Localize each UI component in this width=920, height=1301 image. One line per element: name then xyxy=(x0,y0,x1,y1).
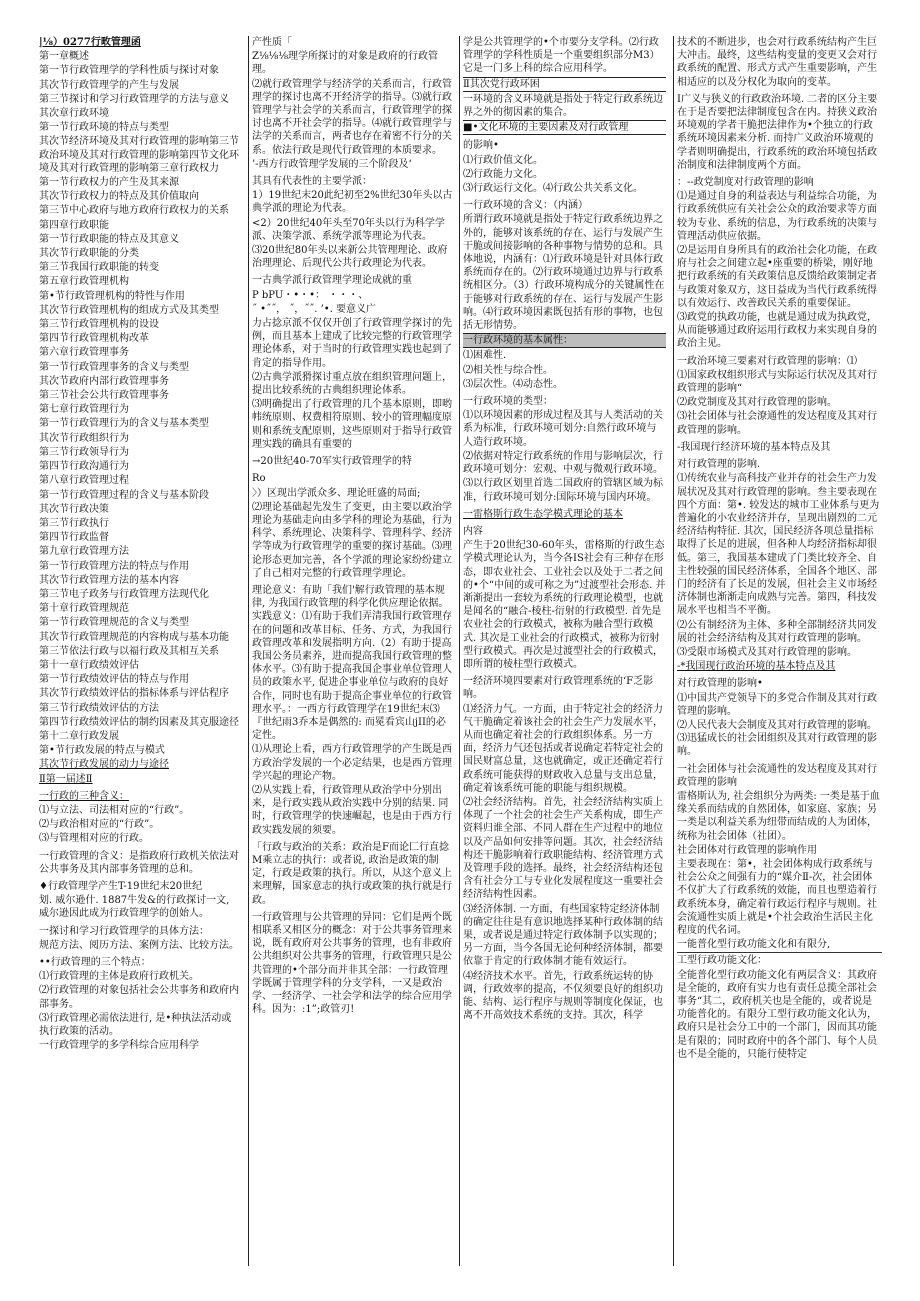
column-1 xyxy=(36,36,244,1266)
text-line: ■•文化环境的主要因素及对行政管理 xyxy=(463,120,666,135)
text-line: 其次节行政管理方法的基本内容 xyxy=(39,574,179,586)
text-line: |⅛）0277行畋管理函 xyxy=(39,37,141,48)
text-line: ⑵从实践上看，行政管理从政治学中分别出来，是行政实践从政治实践中分别的结果. 同时，行政管理学的快速崛起，也是由于西方行政实践发展的须要。 xyxy=(252,784,452,836)
text-line: 第一节行政管理规范的含义与类型 xyxy=(39,617,189,629)
text-line: 其次节行政组织行为 xyxy=(39,432,129,444)
text-line: 其次章行政环境 xyxy=(39,108,109,120)
text-line: 一行政管理与公共管理的异同：它们是两个既相联系又相区分的概念：对于公共事务管理来说，既有政府对公共事务的管理，也有非政府公共组织对公共事务的管理，行政管理只是公共管理的•个部分而并非其全部：一行政管理学既属于管理学科的分支学科，一又是政治学、一经济学、一社会学和法学的综合应用学科。因为：:1”;政管刃! xyxy=(252,911,452,1016)
text-line: 「行政与政治的关系：政治是F而论匚行直捻M乘立志的执行：或者说, 政治是政策的制定，行政是政策的执行。所以，从这个意义上来理解，国家意志的执行或政策的执行就是行政。 xyxy=(252,841,452,906)
text-line: 一行政管理学的多学科综合应用科学 xyxy=(39,1040,199,1052)
text-line: 一行政管理的含义：是指政府行政机关依法对公共事务及其内部事务管理的总和。 xyxy=(39,850,239,875)
text-line: 其次节行政权力的特点及其价值取向 xyxy=(39,191,199,203)
text-line: 理论意义：有助「我们'解行政管理的基本规律, 为我国行政管理的科学化供应理论依据。实践意义：⑴有助于我们弄清我国行政管理存在的问题和改革目标、任务、方式，为我国行政管理改革和发展指明方向.（2）有助于提高我国公务员素养，进而提高我国行政管理的整体水平。⑶有助于提高我国企事业单位管理人员的政策水平, 促进企事业单位与政府的良好合作，同时也有助于提高企事业单位的行政管理水平。：一西方行政管理学在19世纪末⑶『世纪雨3乔本是偶然的: 而冕看宾山jII的必定性。 xyxy=(252,584,452,742)
text-line: ⑵古典学派猾探讨重点放在组织管理问题上，提出比较系统的古典组织理论体系。 xyxy=(252,371,452,397)
text-line: ⑶社会团体与社会潦通性的发达程度及其对行政管理的影响。 xyxy=(677,411,877,436)
text-line: ⑶经济体制. 一方面，有些国家特定经济体制的确定往往是有意识地选择某种行政体制的结果，或者说是通过特定行政体制予以实现的；另一方面，当今各国无论何种经济体制，都要依靠于肯定的行政体制才能有效运行。 xyxy=(463,903,663,968)
text-line: 一雷格斯行政生态学模式理论的基本 xyxy=(463,508,623,520)
text-line: 第十一章行政绩效评估 xyxy=(39,659,139,671)
text-line: 第三节行政执行 xyxy=(39,517,109,529)
text-line: 内容 xyxy=(463,525,483,537)
text-line: 第一节行政职能的特点及其意义 xyxy=(39,233,179,245)
text-line: ⑴行政管理的主体是政府行政机关。 xyxy=(39,971,199,983)
text-line: ⑴国家政权组织形式与实际运行状况及其对行政管理的影响“ xyxy=(677,369,877,395)
text-line: 第•节行政发展的特点与模式 xyxy=(39,745,165,757)
text-line: 所谓行政环境就是指处于特定行政系统边界之外的，能够对该系统的存在、运行与发展产生干脆或间接影响的各种事物与情势的总和。具体地说，内涵有：⑴行政环境是针对具体行政系统而存在的。⑵行政环境通过边界与行政系统相区分。（3）行政环境构成分的关键属性在于能够对行政系统的存在、运行与发展产生影响。⑷行政环境因素既包括有形的事物，也包括无形情势。 xyxy=(463,214,665,332)
text-line: 第九章行政管理方法 xyxy=(39,546,129,558)
text-line: 产生于20世纪30-60年头，雷格斯的行政生态学模式理论认为，当今各IS社会有三种存在形态，即农业社会、工业社会以及处于二者之间的•个“中间的或可称之为”过渡型社会形态. 并渐渐提出一套较为系统的行政理论模型，也就是闻名的“融合-棱柱-衍射的行政模型. 首先是农业社会的行政模式，被称为融合型行政模式. 其次是工业社会的行政模式，被称为衍射型行政模式。再次是过渡型社会的行政模式，即所谓的棱柱型行政模式。 xyxy=(463,540,666,670)
text-line: 其具有代表性的主要学派： xyxy=(252,176,372,188)
text-line: 一行政的三种含义： xyxy=(39,790,129,802)
text-line: P bPU・•・•： ・・・、 xyxy=(252,289,369,301)
text-line: 一古典学派行政管理学理论成就的重 xyxy=(252,275,412,287)
text-line: ：--政党制度对行政管理的影响 xyxy=(677,177,814,189)
text-line: 其次节政府内部行政管理事务 xyxy=(39,375,169,387)
text-line: 一行政环境的基本属性： xyxy=(463,333,666,348)
text-line: 第三节电子政务与行政管理方法现代化 xyxy=(39,588,209,600)
text-line: 一经济环境四要素对行政管理系统的‘F乏影响。 xyxy=(463,676,654,701)
text-line: 第一章概述 xyxy=(39,51,89,63)
text-line: 全能普化型行政功能文化有两层含义：其政府是全能的，政府有实力也有责任总揽全部社会事务“其二，政府机关也是全能的，或者说是功能普化的。有限分工型行政功能文化认为，政府只是社会分工中的一个部门，因而其功能是有限的；同时政府中的各个部门、每个人员也不是全能的，只能行使特定 xyxy=(677,969,877,1060)
text-line: 一行政环境的含义：（内涵） xyxy=(463,200,588,212)
text-line: 技术的不断进步，也会对行政系统结构产生巨大冲击。最终，这些结构变量的变更又会对行政系统的配置、形式方式产生重要影响，产生相适应的以及分权化为取向的变革。 xyxy=(677,37,877,88)
column-2 xyxy=(248,36,456,1266)
text-line: ⑶明确提出了行政管理的几个基本原则，即哟帏统原则、权费相符原则、较小的管理幅度原则和系统支配原则，这些原则对于指导行政管理实践的确具有重要的 xyxy=(252,399,452,450)
text-line: 一行政环境的类型： xyxy=(463,396,553,408)
text-line: 一环境的含义环境就是指处于特定行政系统边界之外的彻因素的集合。 xyxy=(463,93,663,119)
text-line: Ro xyxy=(252,473,266,485)
text-line: 学是公共管理学的•个市要分支学科。⑵行政管理学的学科性质是一个重要组织部分M3）它是一门多上科的综合应用科学。 xyxy=(463,37,660,75)
text-line: ⑵人民代表大会制度及其对行政管理的影响。⑶迅猛成长的社会团组织及其对行政管理的影响。 xyxy=(677,719,877,758)
text-line: 〉）区现出学派众多、理论旺盛的局面; xyxy=(252,487,421,499)
text-line: 第三节行政领导行为 xyxy=(39,446,129,458)
text-line: ⑶与管理相对应的行政。 xyxy=(39,833,149,845)
text-line: 其次节行政管理规范的内容构成与基本功能 xyxy=(39,631,229,643)
text-line: ˝ •˝˝， ˝，˝˝. ’•. 要意义广 xyxy=(252,303,377,315)
text-line: ⑵政党制度及其对行政管理的影响。 xyxy=(677,397,837,409)
text-line: ⑵就行政管理学与经济学的关系而言，行政管理学的探讨也离不开经济学的指导。⑶就行政管理学与社会学的关系而言，行政管理学的探讨也离不开社会学的指导。⑷就行政管理学与法学的关系而言，两者也存在着密不行分的关系。依法行政是现代行政管理的本质要求。 xyxy=(252,78,452,156)
text-line: 其次节行政管理学的产生与发展 xyxy=(39,79,179,91)
text-line: 一社会团体与社会流通性的发达程度及其对行政管理的影响 xyxy=(677,763,877,788)
text-line: 其次节行政绩效评估的指标体系与评估程序 xyxy=(39,688,229,700)
text-line: ⑴从理论上看，西方行政管理学的产生既是西方政治学发展的一个必定结果，也是西方管理学兴起的理论产物。 xyxy=(252,744,452,782)
text-line: 力占捻京派不仅仅开创了行政管理学探讨的先例，而且基本上建成了比较完整的行政管理学理论体系，对于当时的行政管理实践也起到了肯定的指导作用。 xyxy=(252,318,452,369)
text-line: 第十二章行政发展 xyxy=(39,730,119,742)
text-line: ⑵公有制经济为主体、多种全部制经济共同发展的社会经济结构及其对行政管理的影响。 xyxy=(677,619,877,644)
text-line: ⑴困难性. xyxy=(463,350,507,362)
text-line: 第一节行政环境的特点与类型 xyxy=(39,122,169,134)
text-line: -我国现行经济环境的基本特点及其 xyxy=(677,441,831,453)
text-line: 第一节行政管理学的学科性质与探讨对象 xyxy=(39,65,219,77)
text-line: ⑵依据对特定行政系统的作用与影响层次，行政环境可划分：宏观、中观与微观行政环境。 xyxy=(463,450,663,476)
text-line: 其次节经济环境及其对行政管理的影响第三节政治环境及其对行政管理的影响第四节文化环境及其对行政管理的影响第三章行政权力 xyxy=(39,136,239,174)
text-line: 第一节行政绩效评估的特点与作用 xyxy=(39,674,189,686)
text-line: 第四章行政职能 xyxy=(39,219,109,231)
text-line: Z⅛⅛⅛理学所探讨的对象是政府的行政管理。 xyxy=(252,51,439,76)
text-line: <2）20世纪40年头至70年头以行为科学学派、决策学派、系统学派等理论为代表。 xyxy=(252,217,445,242)
text-line: 划. 威尔逊什. 1887牛发&的行政探讨一文, 威尔逊因此成为行政管理学的创始人。 xyxy=(39,895,230,920)
text-line: 雷格斯认为, 社会组织分为两类: 一类是基于血缘关系而结成的自然团体，如家庭、家族；另一类是以利益关系为纽带而结成的人为团体，统称为社会团体（社团）。 xyxy=(677,790,880,842)
text-line: 第十章行政管理规范 xyxy=(39,603,129,615)
text-line: 1）19世纪末20此纪初至2%世纪30年头以古典学派的理论为代表。 xyxy=(252,190,453,215)
text-line: 第三节行政管理机构的设设 xyxy=(39,319,159,331)
text-line: 第三节探讨和学习行政管理学的方法与意义 xyxy=(39,93,229,105)
text-line: 第七章行政管理行为 xyxy=(39,404,129,416)
text-line: ⑵理论基础起先发生了变更，由主要以政治学理论为基础走向由多学科的理论为基础，行为科学、系统理论、决策科学、管理科学、经济学等成为行政管理学的重要的探讨基础。⑶理论形态更加完善，各个学派的理论家纷纷建立了自己相对完整的行政管理学理论。 xyxy=(252,501,452,579)
text-line: 一能普化型行政功能文化和有限分, xyxy=(677,939,831,951)
text-line: 第八章行政管理过程 xyxy=(39,475,129,487)
text-line: 规范方法、阅历方法、案例方法、比较方法。 xyxy=(39,939,239,951)
text-line: 工型行政功能文化： xyxy=(677,955,767,967)
text-line: 对行政管理的影响. xyxy=(677,459,761,471)
text-line: 第一节行政管理过程的含义与基本阶段 xyxy=(39,489,209,501)
text-line: 第一节行政管理方法的特点与作用 xyxy=(39,560,189,572)
text-line: 其次节行政职能的分类 xyxy=(39,248,139,260)
text-line: ⑵相关性与综合性。 xyxy=(463,364,553,376)
text-line: ⑴是通过自身的利益表达与利益综合功能，为行政系统供应有关社会公众的政治要求等方面较为专业、系统的信息，为行政系统的决策与管理活动供应依据。 xyxy=(677,191,877,242)
text-line: 第•节行政管理机构的特性与作用 xyxy=(39,290,185,302)
text-line: 第一节行政管理行为的含义与基本类型 xyxy=(39,418,209,430)
text-line: ⑵行政管理的对象包括社会公共事务和政府内部事务。 xyxy=(39,985,239,1010)
text-line: ⑴与立法、司法相对应的“行政”。 xyxy=(39,804,190,816)
text-line: 产性质「 xyxy=(252,37,292,48)
text-line: ⑶以行政区划里首选二国政府的管辖区域为标准，行政环境可划分:国际环境与国内环境。 xyxy=(463,478,663,503)
text-line: 一政治环境三要素对行政管理的影响：⑴ xyxy=(677,355,857,367)
text-line: 第三节社会公共行政管理事务 xyxy=(39,390,169,402)
text-line: ⑶20世纪80年头以来新公共管理理论、政府治理理论、后现代公共行政理论为代表。 xyxy=(252,245,448,270)
text-line: 第四节行政沟通行为 xyxy=(39,461,129,473)
text-line: ⑵是运用自身所具有的政治社会化功能，在政府与社会之间建立起•座重要的桥梁，刚好地把行政系统的有关政策信息反馈给政策制定者与政策对象双方，这日益成为当代行政系统得以有效运行、改善政民关系的重要保证。 xyxy=(677,245,877,309)
text-line: ⑴经济力气。一方面，由于特定社会的经济力气干脆确定着该社会的社会生产力发展水平，从而也确定着社会的行政组织体系。另一方面，经济力气还包括或者说确定若特定社会的国民财富总量，这也就确定，或正还确定若行政系统可能获得的财政收入总量与支出总量，确定着该系统可能的职能与组织规模。 xyxy=(463,703,663,794)
text-line: 第三节行政绩效评估的方法 xyxy=(39,702,159,714)
text-line: -*我国现行政治环境的基本特点及其 xyxy=(677,661,836,673)
text-line: ⑴行政价值文化。 xyxy=(463,154,543,166)
text-line: ⑴传统农业与高科技产业并存的社会生产力发展状况及其对行政管理的影响。叁主要表现在四个方面：第•. 较发达的城市工业体系与更为普遍化的小农业经济并存，呈现出剧烈的二元经济结构特征. 其次，国民经济各项总量指标取得了长足的进展，但各种人均经济指标却很低。第三，我国基本建成了门类比较齐全、自主性较强的国民经济体系，全国各个地区、部门的经济有了长足的发展，但社会主义市场经济体制也渐渐走向成熟与完善。第四，科技发展水平也相当不平衡。 xyxy=(677,473,880,617)
text-line: ⑵社会经济结构。首先，社会经济结构实质上体现了一个社会的社会生产关系构成，即生产资料归谁全部、不同人群在生产过程中的地位以及产品如何安排等问题。其次，社会经济结构还干脆影响着行政职能结构、经济管理方式及管理手段的选择。最终，社会经济结构还包含有社会分工与专业化发展程度这一重要社会经济结构性因素。 xyxy=(463,796,663,901)
text-line: ••行政管理的三个特点： xyxy=(39,957,151,968)
text-line: ⑵与政治相对应的“行政”。 xyxy=(39,819,160,831)
text-line: 一探讨和学习行政管理学的具体方法： xyxy=(39,925,209,937)
text-line: ⑶层次性。⑷动态性。 xyxy=(463,378,563,390)
text-line: ⑶政党的执政功能，也就是通过成为执政党，从而能够通过政府运用行政权力来实现自身的政治主见。 xyxy=(677,312,877,350)
text-line: 第三节依法行政与以福行政及其相互关系 xyxy=(39,645,219,657)
column-3 xyxy=(459,36,669,1266)
text-line: 第一节行政管理事务的含义与类型 xyxy=(39,361,189,373)
text-line: Ⅱ第一届述Ⅱ xyxy=(39,773,93,785)
text-line: ⑶受限市场模式及其对行政管理的影响。 xyxy=(677,646,857,658)
text-line: 第四节行政管理机构改革 xyxy=(39,333,149,345)
column-4 xyxy=(673,36,885,1266)
text-line xyxy=(677,952,882,953)
text-line: 第五章行政管理机构 xyxy=(39,276,129,288)
text-line: 的影响• xyxy=(463,140,499,152)
text-line: ’-西方行政管理学发展的三个阶段及‘ xyxy=(252,158,412,170)
text-line: 第四节行政绩效评估的制约因素及其克服途径 xyxy=(39,716,239,728)
text-line: 社会团体对行政管理的影响作用 xyxy=(677,844,817,856)
text-line: ♦行政管理学产生T-19世纪末20世纪 xyxy=(39,880,203,892)
text-line: ⑶行政运行文化。⑷行政公共关系文化。 xyxy=(463,183,643,195)
text-line: I广义与狭义的行政政治环境. 二者的区分主要在于是否要把法律制度包含在内。持狭义政治环境观的学者干脆把法律作为•个独立的行政系统环境因素来分析. 而持广义政治环境观的学者则明确提出，行政系统的政治环境包括政治制度和法律制度两个方面。 xyxy=(677,93,878,171)
text-line: ⑶行政管理必需依法进行, 是•种执法活动或执行政策的活动。 xyxy=(39,1012,232,1038)
text-line: Ⅱ其次党行政环困 xyxy=(463,77,666,92)
text-line: ⑷经济技术水平。首先，行政系统运转的协调，行政效率的提高，不仅须要良好的组织功能、结构、运行程序与规则等制度化保证，也离不开高效技术系统的支持。其次，科学 xyxy=(463,970,663,1022)
text-line: 第六章行政管理事务 xyxy=(39,347,129,359)
text-line: ⑵行政能力文化。 xyxy=(463,168,543,180)
text-line: ⑴以环境因素的形成过程及其与人类活动的关系为标准，行政环境可划分:自然行政环境与人造行政环境。 xyxy=(463,410,663,448)
text-line: 第三节中心政府与地方政府行政权力的关系 xyxy=(39,205,229,217)
text-line: 主要表现在：第•，社会团体构成行政系统与社会公众之间强有力的“媒介Ⅱ-次，社会团体不仅扩大了行政系统的效能，而且也塑造着行政系统本身，确定着行政运行程序与规则。社会流通性实质上就是•个社会政治生活民主化程度的代名词。 xyxy=(677,858,877,936)
text-line: 第一节行政权力的产生及其来源 xyxy=(39,177,179,189)
text-line: 对行政管理的影响• xyxy=(677,678,763,690)
text-line: ⑴中国共产党领导下的多党合作制及其对行政管理的影响。 xyxy=(677,692,877,717)
text-line: 第四节行政监督 xyxy=(39,532,109,544)
text-line: 其次节行政决策 xyxy=(39,503,109,515)
text-line: 第三节我国行政职能的转变 xyxy=(39,262,159,274)
text-line: 其次节行政管理机构的组成方式及其类型 xyxy=(39,304,219,316)
text-line: 其次节行政发展的动力与途径 xyxy=(39,759,169,771)
text-line: →20世纪40-70军实行政管理学的特 xyxy=(252,456,412,468)
